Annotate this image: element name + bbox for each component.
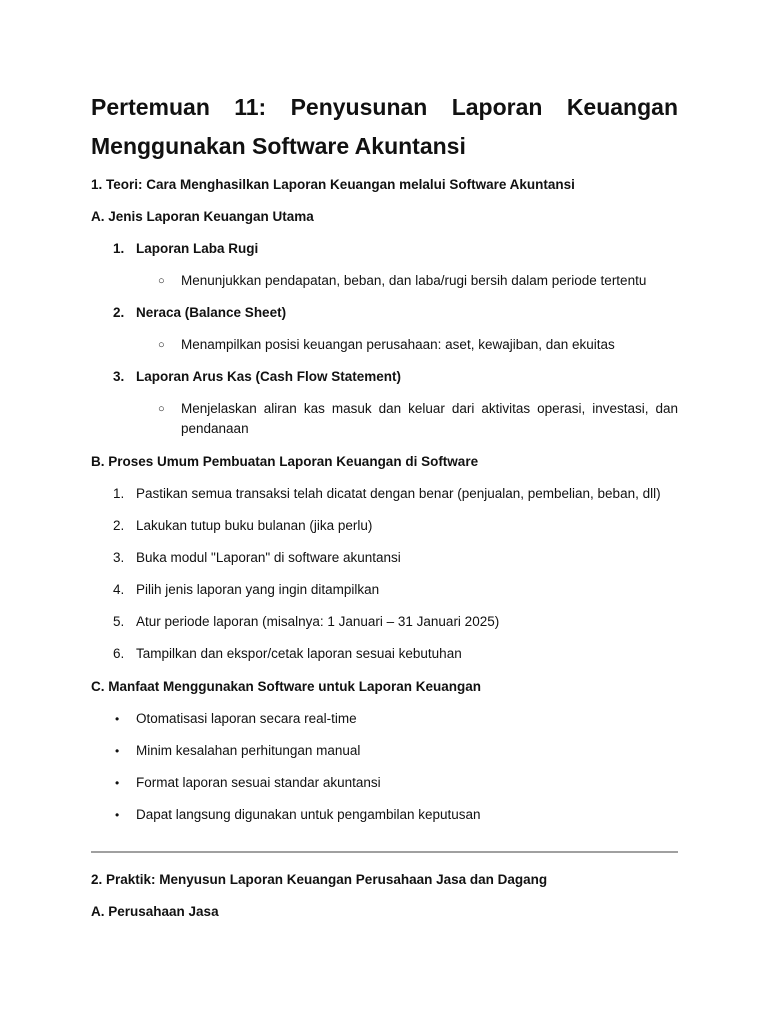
- benefit-text: Otomatisasi laporan secara real-time: [136, 711, 357, 726]
- list-number: 6.: [113, 646, 125, 661]
- report-type-label: Laporan Laba Rugi: [136, 241, 259, 256]
- horizontal-divider: [91, 851, 678, 853]
- report-type-label: Laporan Arus Kas (Cash Flow Statement): [136, 369, 402, 384]
- process-step-text: Atur periode laporan (misalnya: 1 Januari – 31 Januari 2025): [136, 614, 500, 629]
- filled-bullet-icon: •: [115, 808, 120, 822]
- process-step: [91, 612, 678, 632]
- benefit-text: Dapat langsung digunakan untuk pengambilan keputusan: [136, 807, 481, 822]
- report-type-label: Neraca (Balance Sheet): [136, 305, 287, 320]
- process-step: [91, 516, 678, 536]
- section-2a-heading: A. Perusahaan Jasa: [91, 904, 219, 919]
- section-2-heading: 2. Praktik: Menyusun Laporan Keuangan Perusahaan Jasa dan Dagang: [91, 872, 548, 887]
- benefit-item: [91, 805, 678, 825]
- process-step-text: Pastikan semua transaksi telah dicatat dengan benar (penjualan, pembelian, beban, dll): [136, 486, 661, 501]
- benefit-text: Format laporan sesuai standar akuntansi: [136, 775, 381, 790]
- document-page: [91, 88, 678, 922]
- report-type-item: [91, 303, 678, 323]
- benefit-item: [91, 773, 678, 793]
- list-number: 1.: [113, 241, 125, 256]
- list-number: 5.: [113, 614, 125, 629]
- process-step: [91, 580, 678, 600]
- list-number: 3.: [113, 369, 125, 384]
- list-number: 3.: [113, 550, 125, 565]
- process-step: [91, 548, 678, 568]
- benefit-text: Minim kesalahan perhitungan manual: [136, 743, 361, 758]
- hollow-circle-bullet-icon: ○: [158, 403, 165, 415]
- report-type-description-text: Menampilkan posisi keuangan perusahaan: aset, kewajiban, dan ekuitas: [181, 337, 615, 352]
- process-step-text: Buka modul "Laporan" di software akuntansi: [136, 550, 401, 565]
- filled-bullet-icon: •: [115, 776, 120, 790]
- report-type-description: [91, 399, 678, 439]
- list-number: 2.: [113, 518, 125, 533]
- section-1b-heading: B. Proses Umum Pembuatan Laporan Keuangan di Software: [91, 454, 479, 469]
- benefit-item: [91, 741, 678, 761]
- process-step-text: Tampilkan dan ekspor/cetak laporan sesuai kebutuhan: [136, 646, 462, 661]
- hollow-circle-bullet-icon: ○: [158, 275, 165, 287]
- benefit-item: [91, 709, 678, 729]
- list-number: 1.: [113, 486, 125, 501]
- report-type-description: [91, 271, 678, 291]
- page-title: Pertemuan 11: Penyusunan Laporan Keuangan Menggunakan Software Akuntansi: [91, 94, 678, 159]
- report-type-item: [91, 367, 678, 387]
- section-1c-heading: C. Manfaat Menggunakan Software untuk Laporan Keuangan: [91, 679, 482, 694]
- section-1-heading: 1. Teori: Cara Menghasilkan Laporan Keuangan melalui Software Akuntansi: [91, 177, 575, 192]
- filled-bullet-icon: •: [115, 712, 120, 726]
- process-step: [91, 484, 678, 504]
- list-number: 2.: [113, 305, 125, 320]
- process-step-text: Lakukan tutup buku bulanan (jika perlu): [136, 518, 373, 533]
- report-type-description-text: Menjelaskan aliran kas masuk dan keluar dari aktivitas operasi, investasi, dan pendanaan: [181, 401, 678, 436]
- hollow-circle-bullet-icon: ○: [158, 339, 165, 351]
- section-1a-heading: A. Jenis Laporan Keuangan Utama: [91, 209, 314, 224]
- report-type-description: [91, 335, 678, 355]
- process-step: [91, 644, 678, 664]
- report-type-description-text: Menunjukkan pendapatan, beban, dan laba/rugi bersih dalam periode tertentu: [181, 273, 647, 288]
- filled-bullet-icon: •: [115, 744, 120, 758]
- list-number: 4.: [113, 582, 125, 597]
- report-type-item: [91, 239, 678, 259]
- process-step-text: Pilih jenis laporan yang ingin ditampilkan: [136, 582, 380, 597]
